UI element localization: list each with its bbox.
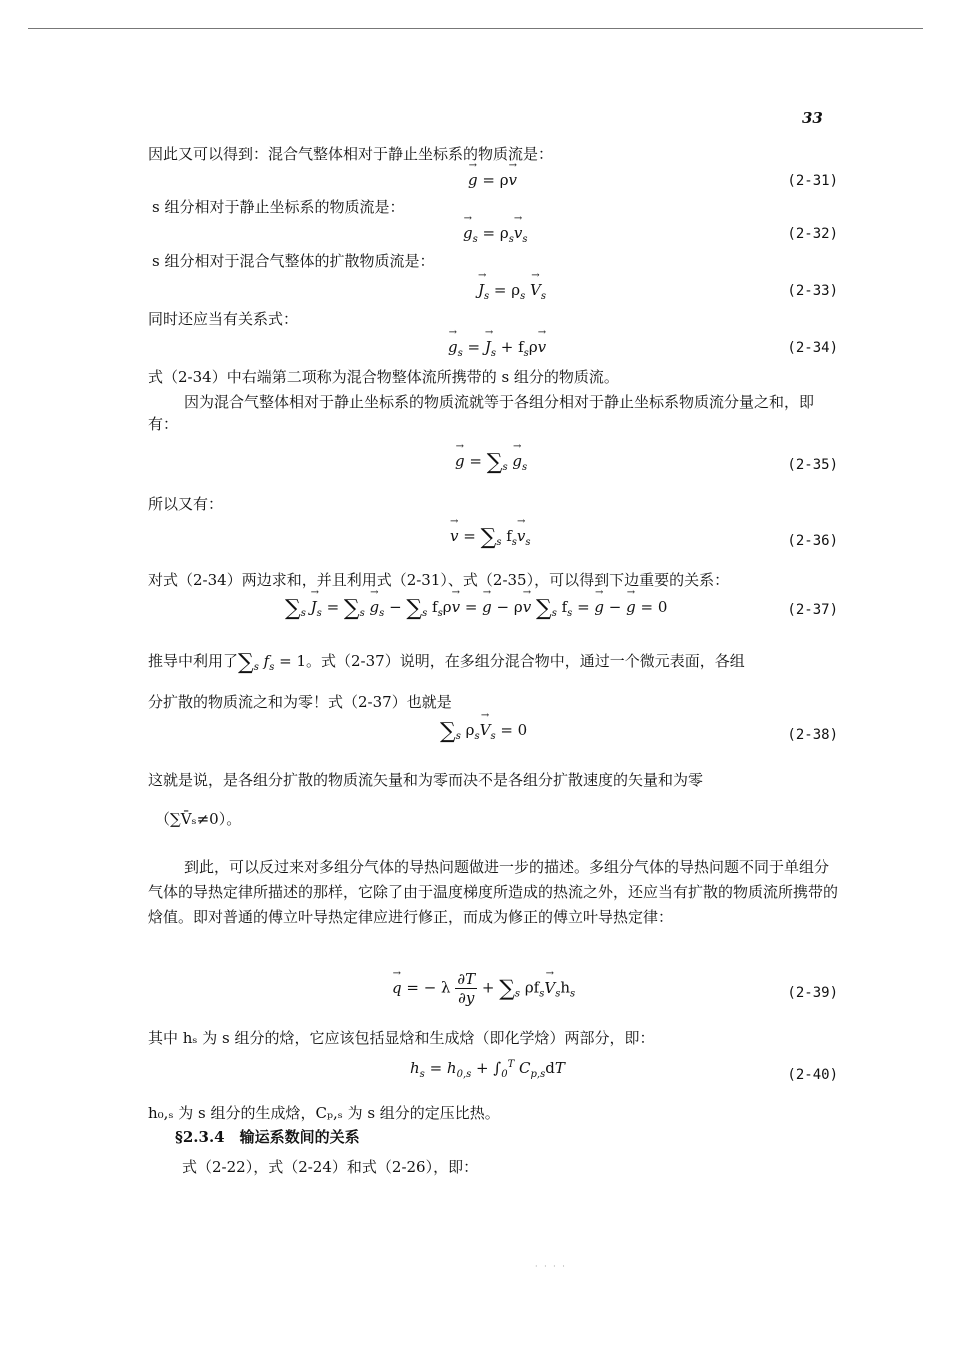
equation-number-2-40: (2-40): [787, 1067, 838, 1083]
equation-2-38: $\sum_s$ $\rho_s\to V_s = 0$: [440, 719, 527, 744]
fraction-dT-dy: $\frac{\partial T}{\partial y}$: [457, 970, 476, 1007]
paragraph-2: s 组分相对于静止坐标系的物质流是：: [152, 198, 405, 216]
paragraph-5: 式（2-34）中右端第二项称为混合物整体流所携带的 s 组分的物质流。: [148, 368, 619, 386]
paragraph-13: 到此，可以反过来对多组分气体的导热问题做进一步的描述。多组分气体的导热问题不同于单组分气体的导热定律所描述的那样，它除了由于温度梯度所造成的热流之外，还应当有扩散的物质流所携带的焓值。即对普通的傅立叶导热定律应进行修正，而成为修正的傅立叶导热定律：: [148, 858, 839, 926]
paragraph-11: 这就是说，是各组分扩散的物质流矢量和为零而决不是各组分扩散速度的矢量和为零: [148, 771, 704, 789]
equation-number-2-37: (2-37): [787, 602, 838, 618]
paragraph-10: 分扩散的物质流之和为零！式（2-37）也就是: [148, 693, 452, 711]
equation-number-2-34: (2-34): [787, 340, 838, 356]
paragraph-4: 同时还应当有关系式：: [148, 310, 299, 328]
equation-2-31: → g = ρ→ v: [468, 171, 517, 189]
equation-2-37: $\sum_s \to J_s = \sum_s \to g_s - \sum_s$ $f_s\rho\to v$ = → g − ρ→ v $\sum_s$ $f_s$ = → g − → g = 0: [285, 596, 667, 621]
equation-2-34: → $g_s$ = → $J_s + f_s\rho\to v$: [448, 338, 546, 359]
paragraph-3: s 组分相对于混合气整体的扩散物质流是：: [152, 252, 435, 270]
sum-symbol: ∑: [238, 650, 254, 675]
section-heading: §2.3.4 输运系数间的关系: [175, 1128, 360, 1146]
equation-2-33: → $J_s = \rho_s \to V_s$: [478, 281, 546, 302]
equation-2-40: $h_s = h_{0,s} + \int_0^T$ $C_{p,s}dT$: [410, 1059, 565, 1080]
equation-number-2-32: (2-32): [787, 226, 838, 242]
paragraph-14: 其中 hₛ 为 s 组分的焓，它应该包括显焓和生成焓（即化学焓）两部分，即：: [148, 1029, 655, 1047]
top-rule: [28, 28, 923, 29]
paragraph-1: 因此又可以得到：混合气整体相对于静止坐标系的物质流是：: [148, 145, 554, 163]
paragraph-8: 对式（2-34）两边求和，并且利用式（2-31）、式（2-35），可以得到下边重要的关系：: [148, 571, 730, 589]
equation-2-35: → $g = \sum_s \to g_s$: [455, 450, 527, 475]
paragraph-9-rest: 式（2-37）说明，在多组分混合物中，通过一个微元表面，各组: [321, 652, 745, 670]
equation-number-2-38: (2-38): [787, 727, 838, 743]
paragraph-15: h₀,ₛ 为 s 组分的生成焓，Cₚ,ₛ 为 s 组分的定压比热。: [148, 1104, 500, 1122]
equation-number-2-33: (2-33): [787, 283, 838, 299]
equation-number-2-39: (2-39): [787, 985, 838, 1001]
equation-2-32: → $g_s = \rho_s\to v_s$: [463, 224, 527, 245]
equation-number-2-35: (2-35): [787, 457, 838, 473]
equation-2-36: → $v = \sum_s$ $f_s\to v_s$: [450, 525, 531, 550]
paragraph-9: 推导中利用了$\sum_s$ $f_s = 1$。式（2-37）说明，在多组分混合物中，通过一个微元表面，各组: [148, 650, 745, 675]
page-number: 33: [802, 109, 823, 127]
paragraph-6: 因为混合气整体相对于静止坐标系的物质流就等于各组分相对于静止坐标系物质流分量之和，即有：: [148, 393, 815, 433]
paragraph-12: （∑V̄ₛ≠0）。: [155, 810, 242, 828]
paragraph-9-lead: 推导中利用了: [148, 652, 239, 670]
scan-artifact: · · · ·: [535, 1262, 567, 1271]
paragraph-16: 式（2-22），式（2-24）和式（2-26），即：: [182, 1158, 479, 1176]
equation-2-39: → q = − λ $\frac{\partial T}{\partial y}$ + $\sum_s$ $\rho f_s\to V_sh_s$: [392, 970, 575, 1007]
paragraph-7: 所以又有：: [148, 495, 224, 513]
equation-number-2-31: (2-31): [787, 173, 838, 189]
equation-number-2-36: (2-36): [787, 533, 838, 549]
